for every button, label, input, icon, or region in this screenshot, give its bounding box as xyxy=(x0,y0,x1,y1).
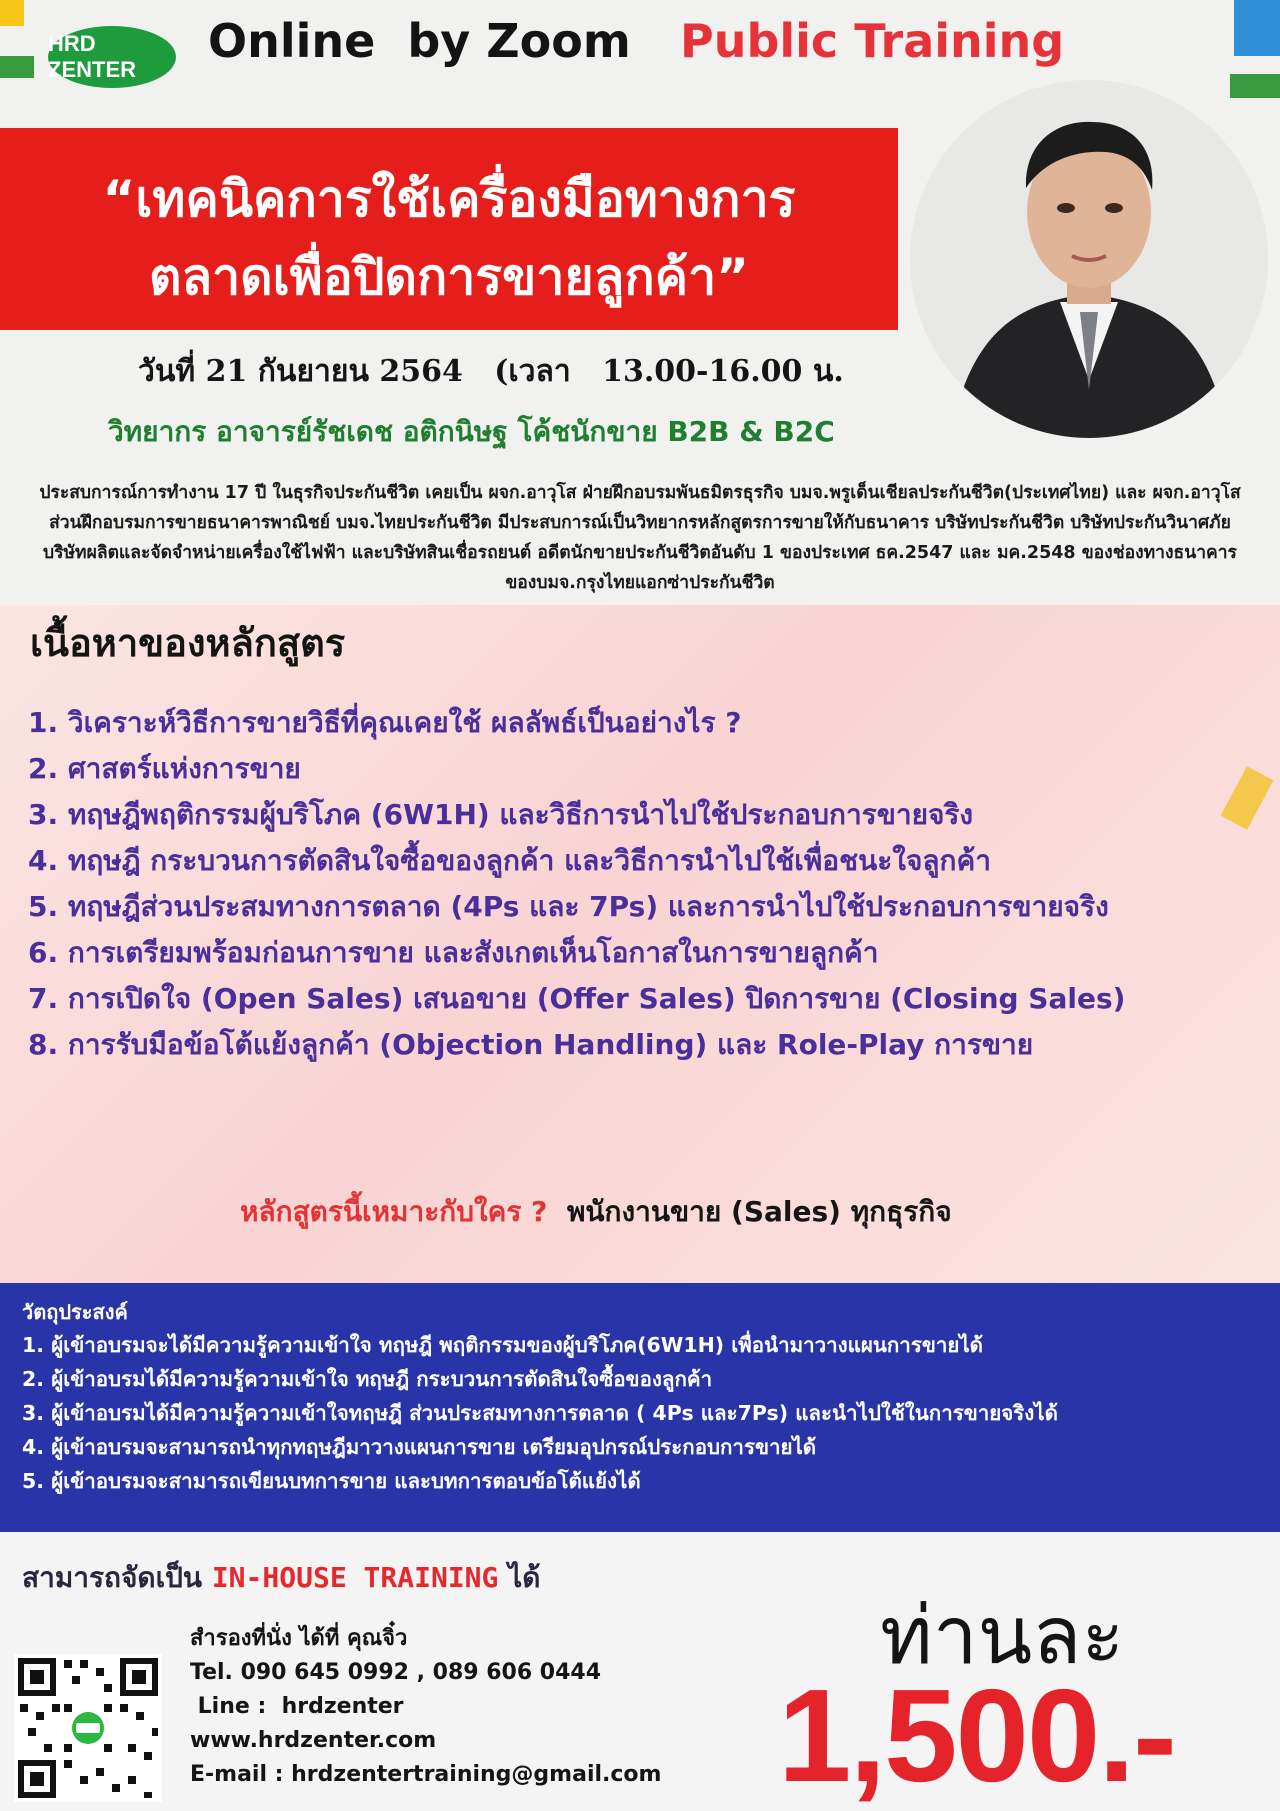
inhouse-highlight: IN-HOUSE TRAINING xyxy=(211,1561,499,1594)
objectives-title: วัตถุประสงค์ xyxy=(22,1300,128,1324)
hrd-zenter-logo xyxy=(48,26,176,88)
line-qr-code[interactable] xyxy=(14,1654,162,1802)
audience-answer: พนักงานขาย (Sales) ทุกธุรกิจ xyxy=(566,1195,952,1228)
objectives-list xyxy=(22,1328,1262,1498)
phone-numbers[interactable]: Tel. 090 645 0992 , 089 606 0444 xyxy=(190,1660,602,1685)
course-title-line2: ตลาดเพื่อปิดการขายลูกค้า” xyxy=(149,248,749,306)
speaker-name: วิทยากร อาจารย์รัชเดช อติกนิษฐ โค้ชนักขาย B2B & B2C xyxy=(108,415,835,448)
course-date-time: วันที่ 21 กันยายน 2564 (เวลา 13.00-16.00 น. xyxy=(138,354,844,389)
objective-item: 3. ผู้เข้าอบรมได้มีความรู้ความเข้าใจทฤษฎี ส่วนประสมทางการตลาด ( 4Ps และ7Ps) และนำไปใช้ในการขายจริงได้ xyxy=(22,1401,1058,1425)
website-link[interactable]: www.hrdzenter.com xyxy=(190,1728,437,1753)
course-title-line1: “เทคนิคการใช้เครื่องมือทางการ xyxy=(102,170,796,228)
content-title: เนื้อหาของหลักสูตร xyxy=(30,621,346,665)
content-item: 5. ทฤษฎีส่วนประสมทางการตลาด (4Ps และ 7Ps) และการนำไปใช้ประกอบการขายจริง xyxy=(28,890,1109,923)
objective-item: 2. ผู้เข้าอบรมได้มีความรู้ความเข้าใจ ทฤษฎี กระบวนการตัดสินใจซื้อของลูกค้า xyxy=(22,1367,713,1391)
deco-yellow-corner xyxy=(0,0,24,26)
online-by-zoom-label: Online by Zoom xyxy=(208,14,631,68)
deco-green-bar-left xyxy=(0,56,34,78)
per-person-label: ท่านละ xyxy=(880,1589,1125,1682)
objective-item: 1. ผู้เข้าอบรมจะได้มีความรู้ความเข้าใจ ทฤษฎี พฤติกรรมของผู้บริโภค(6W1H) เพื่อนำมาวางแผนการขายได้ xyxy=(22,1333,983,1357)
audience-line xyxy=(240,1190,952,1234)
line-id[interactable]: Line : hrdzenter xyxy=(190,1694,404,1719)
inhouse-prefix: สามารถจัดเป็น xyxy=(22,1561,212,1594)
content-item: 4. ทฤษฎี กระบวนการตัดสินใจซื้อของลูกค้า และวิธีการนำไปใช้เพื่อชนะใจลูกค้า xyxy=(28,844,991,877)
content-list xyxy=(28,700,1248,1068)
content-item: 8. การรับมือข้อโต้แย้งลูกค้า (Objection Handling) และ Role-Play การขาย xyxy=(28,1028,1034,1061)
content-item: 2. ศาสตร์แห่งการขาย xyxy=(28,752,301,785)
content-item: 6. การเตรียมพร้อมก่อนการขาย และสังเกตเห็นโอกาสในการขายลูกค้า xyxy=(28,936,879,969)
logo-text: HRD ZENTER xyxy=(48,31,136,82)
speaker-bio: ประสบการณ์การทำงาน 17 ปี ในธุรกิจประกันชีวิต เคยเป็น ผจก.อาวุโส ฝ่ายฝึกอบรมพันธมิตรธุรกิจ บมจ.พรูเด็นเชียลประกันชีวิต(ประเทศไทย) และ ผจก.อาวุโส ส่วนฝึกอบรมการขายธนาคารพาณิชย์ บมจ.ไทยประกันชีวิต มีประสบการณ์เป็นวิทยากรหลักสูตรการขายให้กับธนาคาร บริษัทประกันชีวิต บริษัทประกันวินาศภัย บริษัทผลิตและจัดจำหน่ายเครื่องใช้ไฟฟ้า และบริษัทสินเชื่อรถยนต์ อดีตนักขายประกันชีวิตอันดับ 1 ของประเทศ ธค.2547 และ มค.2548 ของช่องทางธนาคาร ของบมจ.กรุงไทยแอกซ่าประกันชีวิต xyxy=(39,483,1241,593)
speaker-portrait-icon xyxy=(910,80,1268,438)
inhouse-suffix: ได้ xyxy=(498,1561,541,1594)
deco-blue-bar-right xyxy=(1234,0,1280,56)
content-item: 7. การเปิดใจ (Open Sales) เสนอขาย (Offer Sales) ปิดการขาย (Closing Sales) xyxy=(28,982,1126,1015)
contact-block xyxy=(190,1622,661,1792)
public-training-label: Public Training xyxy=(680,14,1065,68)
email-link[interactable]: E-mail : hrdzentertraining@gmail.com xyxy=(190,1762,662,1787)
deco-green-bar-right xyxy=(1230,74,1280,98)
price-amount: 1,500.- xyxy=(778,1662,1175,1809)
content-item: 1. วิเคราะห์วิธีการขายวิธีที่คุณเคยใช้ ผลลัพธ์เป็นอย่างไร ? xyxy=(28,706,742,739)
objective-item: 5. ผู้เข้าอบรมจะสามารถเขียนบทการขาย และบทการตอบข้อโต้แย้งได้ xyxy=(22,1469,641,1493)
speaker-photo xyxy=(910,80,1268,438)
inhouse-training-line xyxy=(22,1556,540,1600)
content-item: 3. ทฤษฎีพฤติกรรมผู้บริโภค (6W1H) และวิธีการนำไปใช้ประกอบการขายจริง xyxy=(28,798,974,831)
reserve-text: สำรองที่นั่ง ได้ที่ คุณจิ๋ว xyxy=(190,1626,408,1651)
qr-code-icon xyxy=(14,1654,162,1802)
objective-item: 4. ผู้เข้าอบรมจะสามารถนำทุกทฤษฎีมาวางแผนการขาย เตรียมอุปกรณ์ประกอบการขายได้ xyxy=(22,1435,817,1459)
audience-question: หลักสูตรนี้เหมาะกับใคร ? xyxy=(240,1195,548,1228)
